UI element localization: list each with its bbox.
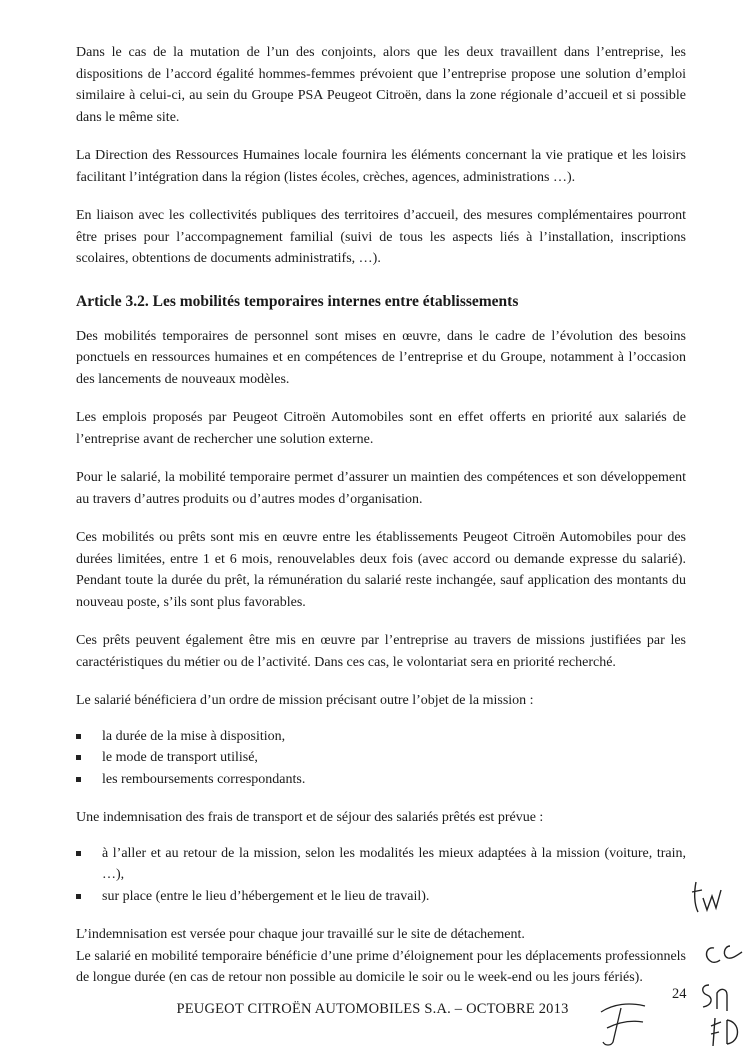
indemnisation-bullet-list: [76, 843, 686, 908]
list-item: sur place (entre le lieu d’hébergement et le lieu de travail).: [76, 886, 686, 908]
square-bullet-icon: [76, 777, 81, 782]
paragraph-indemnisation-intro: Une indemnisation des frais de transport et de séjour des salariés prêtés est prévue :: [76, 810, 544, 825]
page-footer: PEUGEOT CITROËN AUTOMOBILES S.A. – OCTOBRE 2013: [176, 1001, 569, 1017]
paragraph-collectivites: En liaison avec les collectivités publiques des territoires d’accueil, des mesures complémentaires pourront être prises pour l’accompagnement familial (suivi de tous les aspects liés à l’installation, inscriptions scolaires, obtentions de documents administratifs, …).: [76, 208, 686, 266]
page-number: 24: [672, 986, 687, 1002]
square-bullet-icon: [76, 734, 81, 739]
handwritten-initials-fd-icon: [705, 1014, 743, 1050]
paragraph-mobilites-prets: Ces mobilités ou prêts sont mis en œuvre entre les établissements Peugeot Citroën Automobiles pour des durées limitées, entre 1 et 6 mois, renouvelables deux fois (avec accord ou demande expresse du salarié). Pendant toute la durée du prêt, la rémunération du salarié reste inchangée, sauf application des montants du nouveau poste, s’ils sont plus favorables.: [76, 530, 686, 610]
list-item: la durée de la mise à disposition,: [76, 726, 686, 748]
paragraph-emplois-proposes: Les emplois proposés par Peugeot Citroën Automobiles sont en effet offerts en priorité aux salariés de l’entreprise avant de rechercher une solution externe.: [76, 410, 686, 447]
paragraph-ordre-de-mission: Le salarié bénéficiera d’un ordre de mission précisant outre l’objet de la mission :: [76, 693, 534, 708]
article-heading: Article 3.2. Les mobilités temporaires internes entre établissements: [76, 292, 519, 310]
paragraph-pour-le-salarie: Pour le salarié, la mobilité temporaire permet d’assurer un maintien des compétences et son développement au travers d’autres produits ou d’autres modes d’organisation.: [76, 470, 686, 507]
paragraph-mobilites-temporaires: Des mobilités temporaires de personnel sont mises en œuvre, dans le cadre de l’évolution des besoins ponctuels en ressources humaines et en compétences de l’entreprise et du Groupe, notamment à l’occasion des lancements de nouveaux modèles.: [76, 328, 686, 387]
handwritten-initials-fw-icon: [686, 878, 726, 918]
mission-bullet-list: [76, 726, 686, 791]
list-item: les remboursements correspondants.: [76, 769, 686, 791]
square-bullet-icon: [76, 894, 81, 899]
paragraph-prime-eloignement: Le salarié en mobilité temporaire bénéficie d’une prime d’éloignement pour les déplacements professionnels de longue durée (en cas de retour non possible au domicile le soir ou le week-end ou les jours fériés).: [76, 948, 686, 985]
handwritten-initials-cc-icon: [700, 938, 745, 970]
paragraph-direction-rh: La Direction des Ressources Humaines locale fournira les éléments concernant la vie pratique et les loisirs facilitant l’intégration dans la région (listes écoles, crèches, agences, administrations …).: [76, 148, 686, 185]
paragraph-mutation-conjoints: Dans le cas de la mutation de l’un des conjoints, alors que les deux travaillent dans l’entreprise, les dispositions de l’accord égalité hommes-femmes prévoient que l’entreprise propose une solution d’emploi similaire à celui-ci, au sein du Groupe PSA Peugeot Citroën, dans la zone régionale d’accueil et si possible dans le même site.: [76, 45, 686, 125]
square-bullet-icon: [76, 755, 81, 760]
square-bullet-icon: [76, 851, 81, 856]
document-body: [76, 42, 686, 989]
paragraph-indemnisation-versee: L’indemnisation est versée pour chaque jour travaillé sur le site de détachement.: [76, 927, 525, 942]
list-item: à l’aller et au retour de la mission, selon les modalités les mieux adaptées à la mission (voiture, train, …),: [76, 843, 686, 886]
paragraph-prets-missions: Ces prêts peuvent également être mis en œuvre par l’entreprise au travers de missions justifiées par les caractéristiques du métier ou de l’activité. Dans ces cas, le volontariat sera en priorité recherché.: [76, 633, 686, 670]
list-item: le mode de transport utilisé,: [76, 747, 686, 769]
